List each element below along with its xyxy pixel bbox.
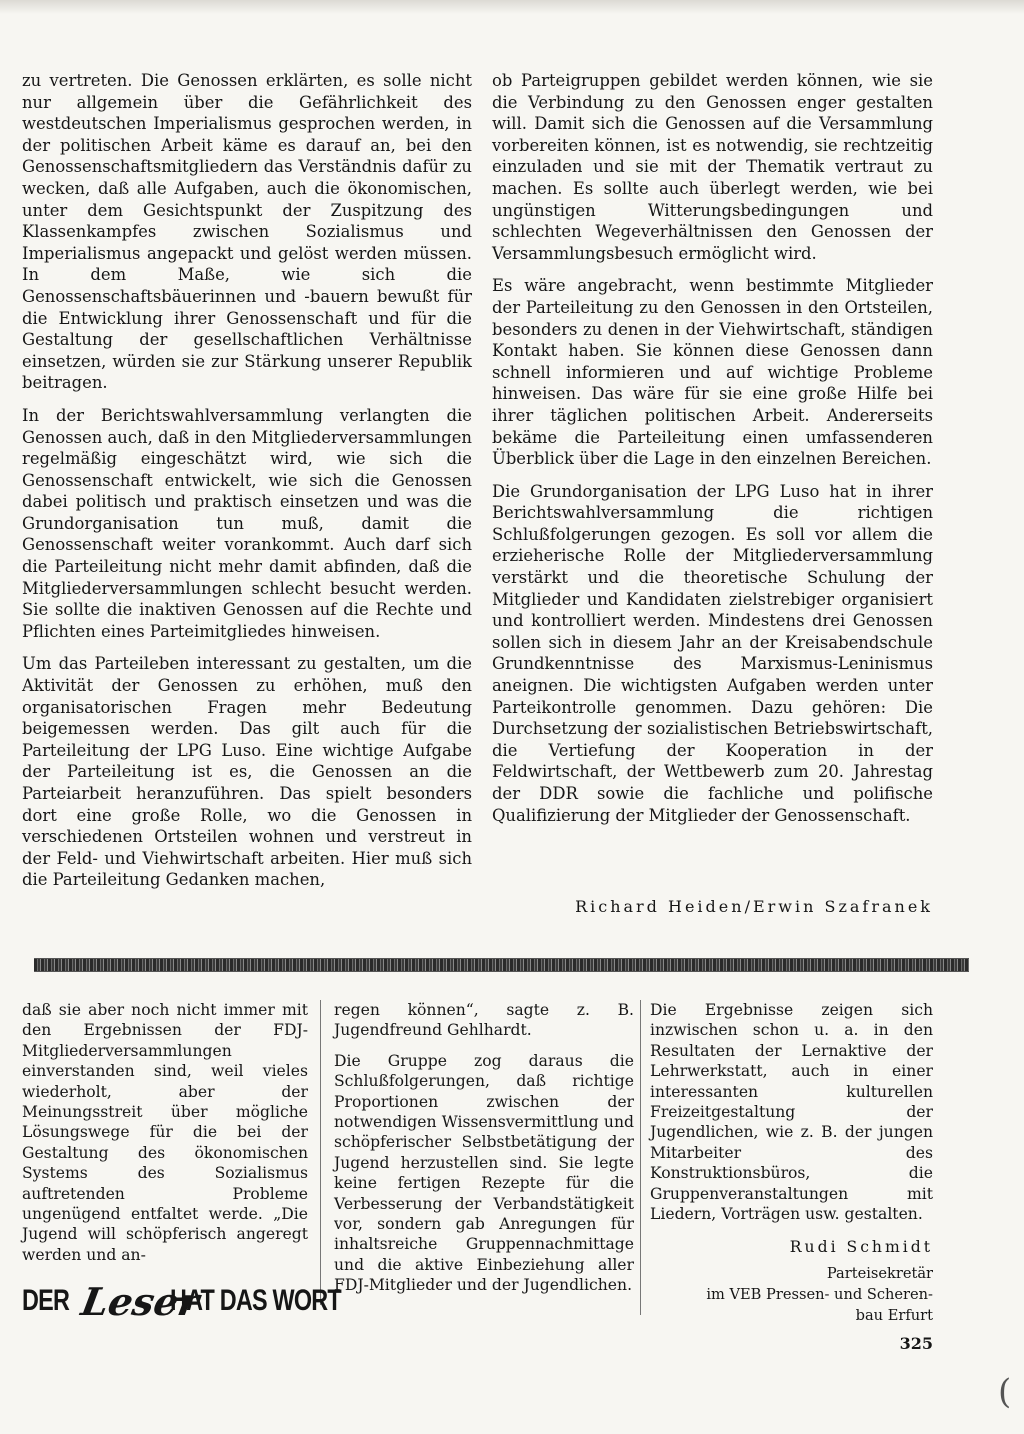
paragraph: regen können“, sagte z. B. Jugendfreund Gehlhardt. [334,1001,634,1040]
author-role-line: Parteisekretär [826,1265,933,1282]
paragraph: Es wäre angebracht, wenn bestimmte Mitglieder der Parteileitung zu den Genossen in den Ortsteilen, besonders zu denen in der Viehwirtschaft, ständigen Kontakt haben. Sie können diese Genossen dann schnell informieren und auf wichtige Probleme hinweisen. Das wäre für sie eine große Hilfe bei ihrer täglichen politischen Arbeit. Andererseits bekäme die Parteileitung einen umfassenderen Überblick über die Lage in den einzelnen Bereichen. [492,276,933,469]
column-separator [320,1000,321,1305]
letter-author: Rudi Schmidt [789,1238,933,1256]
paragraph: In der Berichtswahlversammlung verlangten die Genossen auch, daß in den Mitgliederversammlungen regelmäßig eingeschätzt wird, wie sich die Genossenschaft entwickelt, wie sich die Genossen dabei politisch und praktisch einsetzen und was die Grundorganisation tun muß, damit die Genossenschaft weiter vorankommt. Auch darf sich die Parteileitung nicht mehr damit abfinden, daß die Mitgliederversammlungen schlecht besucht werden. Sie sollte die inaktiven Genossen auf die Rechte und Pflichten eines Parteimitgliedes hinweisen. [22,405,472,641]
author-role-line: im VEB Pressen- und Scheren- [706,1286,933,1303]
section-divider-rule [34,958,969,972]
page-number: 325 [899,1334,933,1353]
author-role-line: bau Erfurt [855,1307,933,1324]
paragraph: Die Ergebnisse zeigen sich inzwischen schon u. a. in den Resultaten der Lernaktive der Lehrwerkstatt, auch in einer interessanten kulturellen Freizeitgestaltung der Jugendlichen, wie z. B. der jungen Mitarbeiter des Konstruktionsbüros, die Gruppenveranstaltungen mit Liedern, Vorträgen usw. gestalten. [650,1001,933,1224]
scan-margin-mark: ( [998,1372,1012,1412]
paragraph: daß sie aber noch nicht immer mit den Ergebnissen der FDJ-Mitgliederversammlungen einverstanden sind, weil vieles wiederholt, aber der Meinungsstreit über mögliche Lösungswege für die bei der Gestaltung des ökonomischen Systems des Sozialismus auftretenden Probleme ungenügend entfaltet werde. „Die Jugend will schöpferisch angeregt werden und an- [22,1001,308,1264]
paragraph: ob Parteigruppen gebildet werden können, wie sie die Verbindung zu den Genossen enger gestalten will. Damit sich die Genossen auf die Versammlung vorbereiten können, ist es notwendig, sie rechtzeitig einzuladen und sie mit der Thematik vertraut zu machen. Es sollte auch überlegt werden, wie bei ungünstigen Witterungsbedingungen und schlechten Wegeverhältnissen den Genossen der Versammlungsbesuch ermöglicht wird. [492,71,933,263]
paragraph: Die Gruppe zog daraus die Schlußfolgerungen, daß richtige Proportionen zwischen der notwendigen Wissensvermittlung und schöpferischer Selbstbetätigung der Jugend herzustellen sind. Sie legte keine fertigen Rezepte für die Verbesserung der Verbandstätigkeit vor, sondern gab Anregungen für inhaltsreiche Gruppennachmittage und die aktive Einbeziehung aller FDJ-Mitglieder und der Jugendlichen. [334,1051,634,1295]
scan-top-edge [0,0,1024,14]
author-role [650,1263,933,1326]
logo-part-der: DER [22,1284,70,1317]
letter-column-2 [334,1000,634,1306]
column-separator [640,1000,641,1315]
letter-column-1 [22,1000,308,1275]
article-signature: Richard Heiden/Erwin Szafranek [575,897,933,916]
article-column-2 [492,70,933,837]
paragraph: Die Grundorganisation der LPG Luso hat in ihrer Berichtswahlversammlung die richtigen Schlußfolgerungen gezogen. Es soll vor allem die erzieherische Rolle der Mitgliederversammlung verstärkt und die theoretische Schulung der Mitglieder und Kandidaten zielstrebiger organisiert und kontrolliert werden. Mindestens drei Genossen sollen sich in diesem Jahr an der Kreisabendschule Grundkenntnisse des Marxismus-Leninismus aneignen. Die wichtigsten Aufgaben werden unter Parteikontrolle genommen. Dazu gehören: Die Durchsetzung der sozialistischen Betriebswirtschaft, die Vertiefung der Kooperation in der Feldwirtschaft, der Wettbewerb zum 20. Jahrestag der DDR sowie die fachliche und polifische Qualifizierung der Mitglieder der Genossenschaft. [492,481,933,825]
der-leser-hat-das-wort-logo [22,1276,342,1326]
letter-column-3 [650,1000,933,1234]
article-column-1 [22,70,472,902]
paragraph: zu vertreten. Die Genossen erklärten, es solle nicht nur allgemein über die Gefährlichkeit des westdeutschen Imperialismus gesprochen werden, in der politischen Arbeit käme es darauf an, bei den Genossenschaftsmitgliedern das Verständnis dafür zu wecken, daß alle Aufgaben, auch die ökonomischen, unter dem Gesichtspunkt der Zuspitzung des Klassenkampfes zwischen Sozialismus und Imperialismus angepackt und gelöst werden müssen. In dem Maße, wie sich die Genossenschaftsbäuerinnen und -bauern bewußt für die Entwicklung ihrer Genossenschaft und für die Gestaltung der gesellschaftlichen Verhältnisse einsetzen, würden sie zur Stärkung unserer Republik beitragen. [22,71,472,393]
paragraph: Um das Parteileben interessant zu gestalten, um die Aktivität der Genossen zu erhöhen, muß den organisatorischen Fragen mehr Bedeutung beigemessen werden. Das gilt auch für die Parteileitung der LPG Luso. Eine wichtige Aufgabe der Parteileitung ist es, die Genossen an die Parteiarbeit heranzuführen. Das spielt besonders dort eine große Rolle, wo die Genossen in verschiedenen Ortsteilen wohnen und verstreut in der Feld- und Viehwirtschaft arbeiten. Hier muß sich die Parteileitung Gedanken machen, [22,654,472,890]
logo-part-hat-das-wort: HAT DAS WORT [170,1284,342,1317]
logo-part-leser: Leser [78,1278,203,1324]
